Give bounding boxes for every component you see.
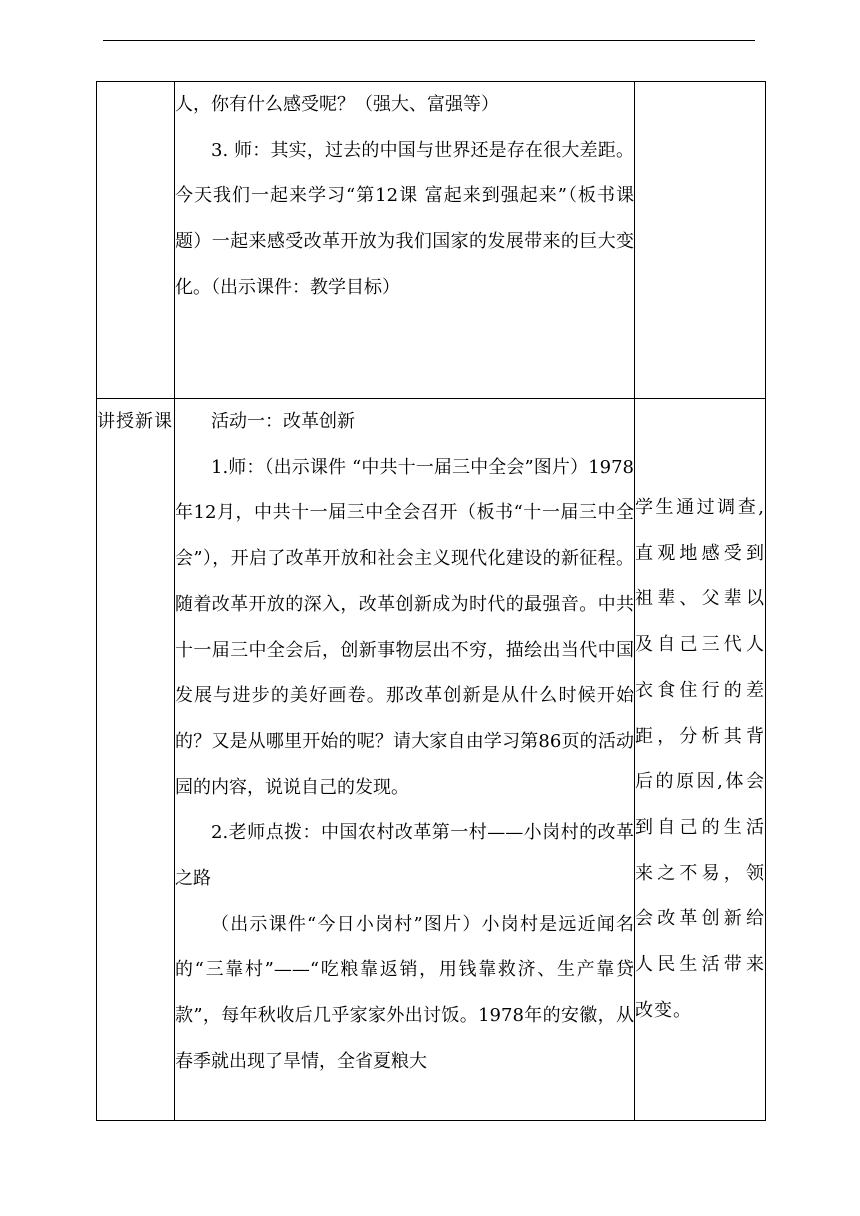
stage-label: 讲授新课 bbox=[97, 411, 173, 432]
activity-cell bbox=[175, 82, 635, 399]
activity-heading: 活动一：改革创新 bbox=[211, 411, 355, 432]
design-intent-cell bbox=[635, 82, 766, 399]
design-intent-text: 学生通过调查,直观地感受到祖辈、父辈以及自己三代人衣食住行的差距，分析其背后的原因,体会到自己的生活来之不易，领会改革创新给人民生活带来改变。 bbox=[635, 497, 765, 1021]
stage-label-cell bbox=[97, 399, 175, 1121]
table-row bbox=[97, 399, 766, 1121]
activity-paragraph: 人，你有什么感受呢？（强大、富强等） bbox=[175, 94, 499, 115]
table-row bbox=[97, 82, 766, 399]
lesson-plan-table bbox=[96, 81, 766, 1121]
design-intent-cell bbox=[635, 399, 766, 1121]
activity-paragraph: 3. 师：其实，过去的中国与世界还是存在很大差距。今天我们一起来学习“第12课 富起来到强起来”（板书课题）一起来感受改革开放为我们国家的发展带来的巨大变化。（出示课件：教学目标） bbox=[175, 139, 634, 298]
activity-paragraph: （出示课件“今日小岗村”图片）小岗村是远近闻名的“三靠村”——“吃粮靠返销，用钱靠救济、生产靠贷款”，每年秋收后几乎家家外出讨饭。1978年的安徽，从春季就出现了旱情，全省夏粮大 bbox=[175, 913, 634, 1072]
header-rule bbox=[103, 40, 755, 41]
activity-cell bbox=[175, 399, 635, 1121]
activity-paragraph: 2.老师点拨：中国农村改革第一村——小岗村的改革之路 bbox=[175, 822, 634, 890]
activity-paragraph: 1.师：（出示课件 “中共十一届三中全会”图片）1978年12月，中共十一届三中全会召开（板书“十一届三中全会”），开启了改革开放和社会主义现代化建设的新征程。随着改革开放的深入，改革创新成为时代的最强音。中共十一届三中全会后，创新事物层出不穷，描绘出当代中国发展与进步的美好画卷。那改革创新是从什么时候开始的？又是从哪里开始的呢？请大家自由学习第86页的活动园的内容，说说自己的发现。 bbox=[175, 456, 634, 798]
stage-label-cell bbox=[97, 82, 175, 399]
